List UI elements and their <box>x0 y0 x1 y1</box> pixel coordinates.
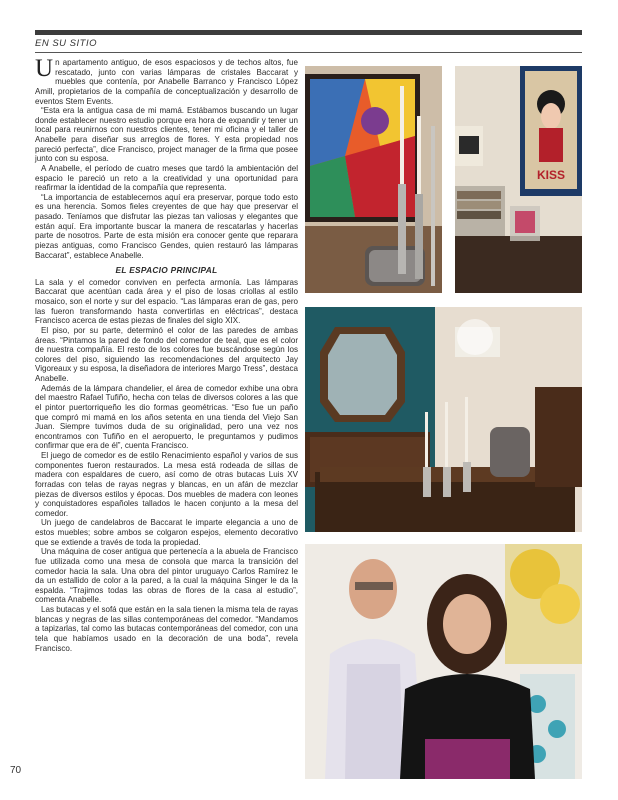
paragraph-5: La sala y el comedor conviven en perfecta armonía. Las lámparas Baccarat que acentúan cada área y el piso de losas criollas al estilo mosaico, son el norte y sur del espacio. “Las lámparas eran de gas, pero las fueron transformando hasta convertirlas en eléctricas”, destaca Francisco acerca de estas piezas de finales del siglo XIX. <box>35 277 298 326</box>
photo-dining-room <box>305 307 582 532</box>
paragraph-3: A Anabelle, el período de cuatro meses que tardó la ambientación del espacio le pareció un reto a la creatividad y una oportunidad para reafirmar la identidad de la compañía que representa. <box>35 163 298 193</box>
paragraph-11: Las butacas y el sofá que están en la sala tienen la misma tela de rayas blancas y negras de las sillas contemporáneas del comedor. “Mandamos a tapizarlas, tal como las butacas contemporáneas del comedor, con una tela que habíamos usado en la decoración de una boda”, revela Francisco. <box>35 605 298 653</box>
paragraph-6: El piso, por su parte, determinó el color de las paredes de ambas áreas. “Pintamos la pared de fondo del comedor de teal, que es el color de nuestra compañía. El resto de los colores fue buscándose según los colores del piso, siguiendo las recomendaciones del arquitecto Jay Vigoreaux y su esposa, la diseñadora de interiores Margo Tress”, destaca Anabelle. <box>35 325 298 383</box>
dropcap: U <box>35 55 54 82</box>
poster-text: KISS <box>536 168 566 182</box>
article-column <box>35 55 298 653</box>
section-title: EN SU SITIO <box>35 38 97 49</box>
paragraph-2: “Esta era la antigua casa de mi mamá. Estábamos buscando un lugar donde establecer nuestro estudio porque era hora de expandir y tener un local para reunirnos con nuestros clientes, tener mi oficina y el taller de Anabelle para diseñar sus arreglos de flores. Y esta propiedad nos pareció perfecta”, dice Francisco, project manager de la firma que posee junto con su esposa. <box>35 106 298 164</box>
header-rule-top <box>35 30 582 35</box>
page-number: 70 <box>10 765 22 776</box>
paragraph-1: n apartamento antiguo, de esos espaciosos y de techos altos, fue rescatado, junto con varias lámparas de cristales Baccarat y muebles que contenía, por Anabelle Barranco y Francisco López Amill, propietarios de la compañía de conceptualización y desarrollo de eventos Stem Events. <box>35 58 298 106</box>
paragraph-4: “La importancia de establecernos aquí era preservar, porque todo esto es una herencia. Somos fieles creyentes de que hay que preservar el pasado. Teníamos que disfrutar las piezas tan valiosas y elegantes que están aquí. Era importante buscar la manera de rescatarlas y hacerlas parte de nosotros. Parte de esta misión era conocer gente que reparara piezas antiguas, como Francisco Gendes, quien restauró las lámparas Baccarat”, establece Anabelle. <box>35 192 298 260</box>
header-rule-bottom <box>35 52 582 53</box>
photo-painting-candles <box>305 66 442 293</box>
photo-poster-shelf <box>455 66 582 293</box>
paragraph-10: Una máquina de coser antigua que pertenecía a la abuela de Francisco fue utilizada como una mesa de consola que marca la transición del comedor hacia la sala. Una obra del pintor uruguayo Carlos Ramírez le da un estallido de color a la pared, a la cual la máquina Singer le da la espalda. “Trajimos todas las obras de flores de la casa al estudio”, comenta Anabelle. <box>35 547 298 605</box>
paragraph-7: Además de la lámpara chandelier, el área de comedor exhibe una obra del maestro Rafael Tufiño, hecha con telas de diversos colores a las que el pintor puertorriqueño les dio formas geométricas. “Eso fue un paño que compró mi mamá en los años setenta en una tienda del Viejo San Juan. Siempre tuvimos duda de su originalidad, pero una vez nos encontramos con Tufiño en el aeropuerto, le preguntamos y pudimos confirmar que era de él”, cuenta Francisco. <box>35 383 298 451</box>
paragraph-8: El juego de comedor es de estilo Renacimiento español y varios de sus componentes fueron restaurados. La mesa está rodeada de sillas de madera con espaldares de cuero, así como de otras butacas Luis XV forradas con telas de rayas negras y blancas, en un afán de mezclar piezas de diversos estilos y épocas. Dos muebles de madera con leones y conquistadores españoles tallados le hacen conjunto a la mesa del comedor. <box>35 451 298 518</box>
paragraph-9: Un juego de candelabros de Baccarat le imparte elegancia a uno de estos muebles; sobre ambos se colgaron espejos, elemento decorativo que se extiende a través de toda la propiedad. <box>35 518 298 547</box>
photo-owners-portrait <box>305 544 582 779</box>
subhead-espacio-principal: EL ESPACIO PRINCIPAL <box>115 265 218 276</box>
